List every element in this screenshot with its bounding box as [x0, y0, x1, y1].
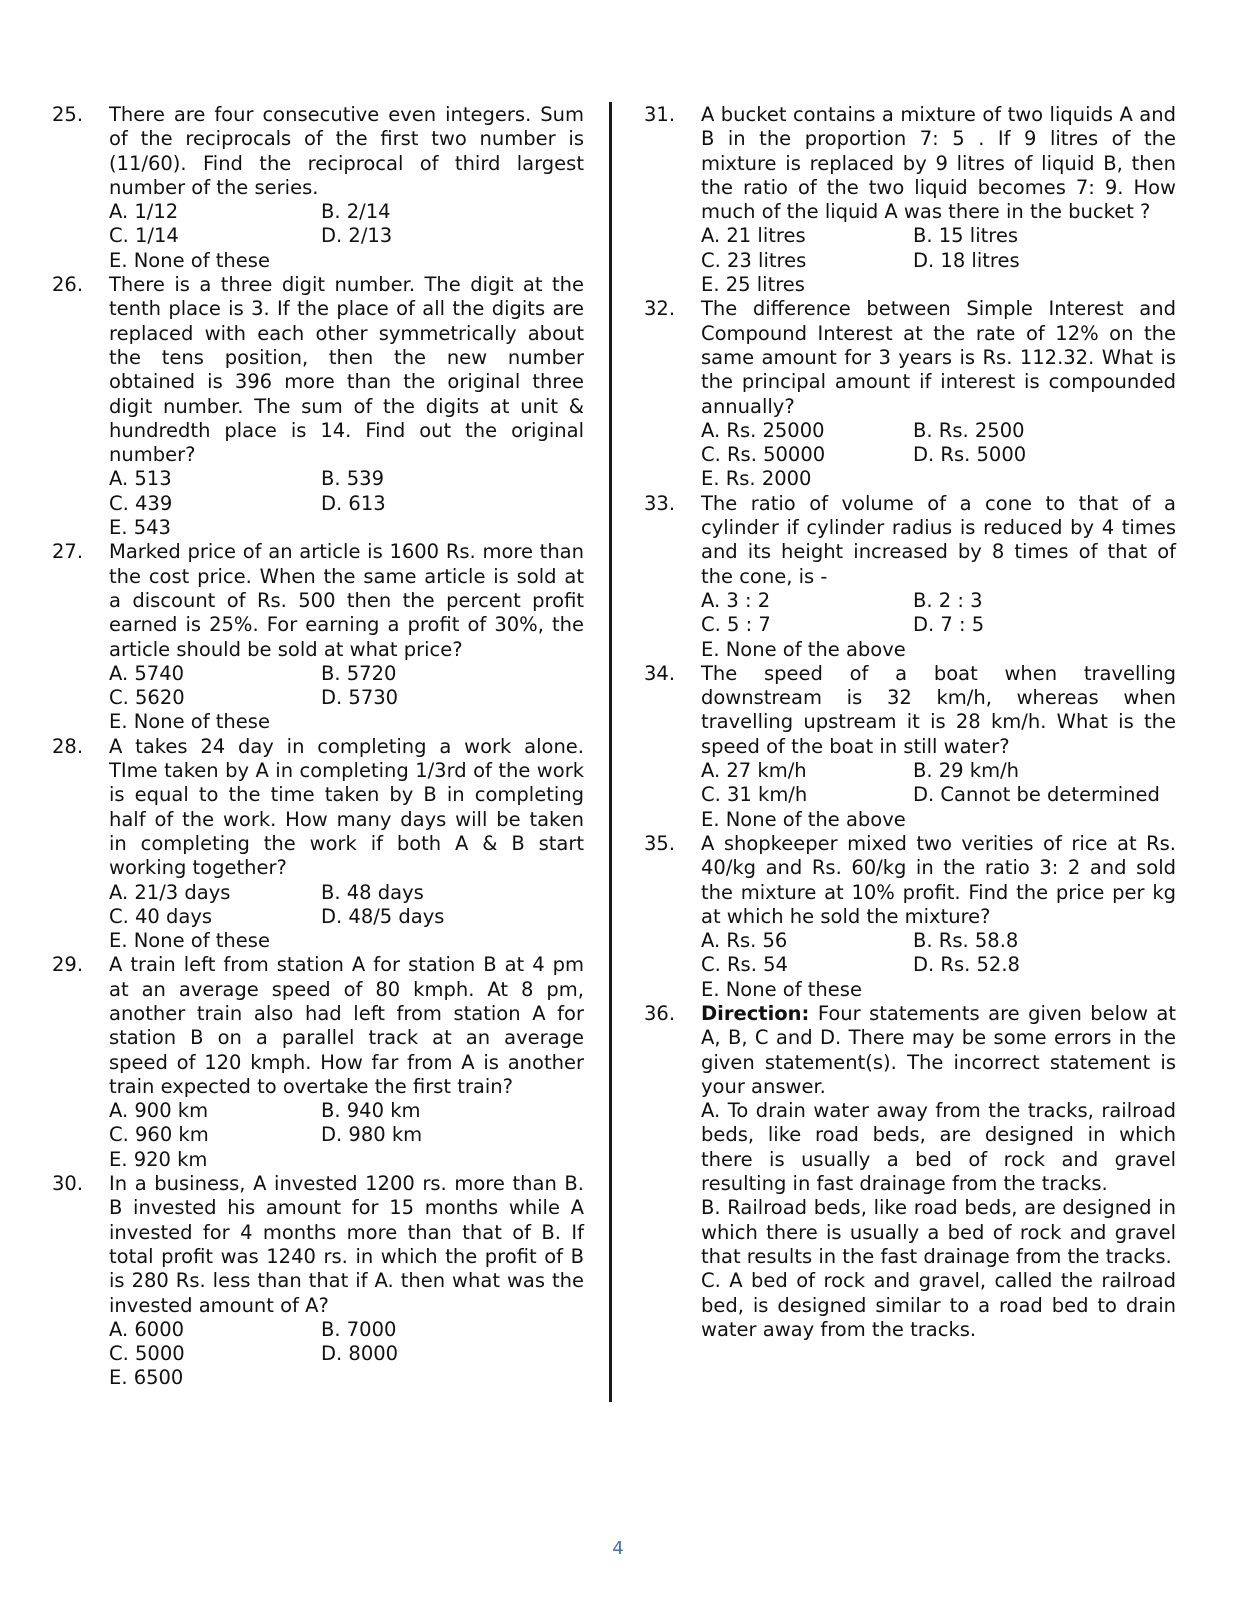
- page-number: 4: [612, 1538, 624, 1559]
- option-c: C. 23 litres: [701, 248, 807, 272]
- option-e: E. None of these: [109, 710, 270, 734]
- option-b: B. 7000: [321, 1317, 397, 1341]
- option-e: E. 6500: [109, 1366, 184, 1390]
- question-text: The ratio of volume of a cone to that of a cylinder if cylinder radius is reduced by 4 times and its height increased by 8 times of that of the cone, is -: [701, 491, 1176, 588]
- option-b: B. 48 days: [321, 880, 424, 904]
- option-b: B. 940 km: [321, 1099, 421, 1123]
- option-c: C. 5000: [109, 1342, 185, 1366]
- options: [109, 1099, 584, 1172]
- question-number: 30.: [52, 1172, 84, 1196]
- question-number: 25.: [52, 103, 84, 126]
- option-d: D. Rs. 52.8: [913, 953, 1020, 977]
- left-column: [52, 103, 584, 1391]
- option-d: D. 7 : 5: [913, 613, 985, 637]
- question-31: [644, 103, 1176, 297]
- question-number: 26.: [52, 273, 84, 297]
- option-d: D. 980 km: [321, 1123, 423, 1147]
- option-c: C. 1/14: [109, 224, 179, 248]
- direction-label: Direction:: [701, 1001, 810, 1025]
- options: [701, 929, 1176, 1002]
- option-a: A. 21 litres: [701, 224, 806, 248]
- option-d: D. Rs. 5000: [913, 443, 1027, 467]
- question-number: 28.: [52, 734, 84, 758]
- question-text: Marked price of an article is 1600 Rs. more than the cost price. When the same article is sold at a discount of Rs. 500 then the percent profit earned is 25%. For earning a profit of 30%, the article should be sold at what price?: [109, 540, 584, 661]
- question-text: A bucket contains a mixture of two liquids A and B in the proportion 7: 5 . If 9 litres of the mixture is replaced by 9 litres of liquid B, then the ratio of the two liquid becomes 7: 9. How much of the liquid A was there in the bucket ?: [701, 103, 1176, 224]
- option-c: C. 439: [109, 491, 173, 515]
- option-a: A. 27 km/h: [701, 759, 807, 783]
- question-text: A train left from station A for station B at 4 pm at an average speed of 80 kmph. At 8 pm, another train also had left from station A for station B on a parallel track at an average speed of 120 kmph. How far from A is another train expected to overtake the first train?: [109, 953, 584, 1098]
- question-text: A shopkeeper mixed two verities of rice at Rs. 40/kg and Rs. 60/kg in the ratio 3: 2 and sold the mixture at 10% profit. Find the price per kg at which he sold the mixture?: [701, 831, 1176, 928]
- option-a: A. 513: [109, 467, 172, 491]
- option-b: B. Rs. 2500: [913, 418, 1025, 442]
- option-c: C. 5 : 7: [701, 613, 771, 637]
- option-d: D. Cannot be determined: [913, 783, 1160, 807]
- option-e: E. Rs. 2000: [701, 467, 812, 491]
- option-e: E. 543: [109, 516, 171, 540]
- option-a: A. 3 : 2: [701, 588, 771, 612]
- options: [701, 419, 1176, 492]
- question-text: In a business, A invested 1200 rs. more than B. B invested his amount for 15 months while A invested for 4 months more than that of B. If total profit was 1240 rs. in which the profit of B is 280 Rs. less than that if A. then what was the invested amount of A?: [109, 1172, 584, 1317]
- direction-text: Four statements are given below at A, B, C and D. There may be some errors in the given statement(s). The incorrect statement is your answer.: [701, 1001, 1176, 1098]
- options: [109, 662, 584, 735]
- question-28: [52, 735, 584, 954]
- option-b: B. 2 : 3: [913, 588, 983, 612]
- option-e: E. 25 litres: [701, 273, 805, 297]
- option-c: C. Rs. 50000: [701, 443, 826, 467]
- option-d: D. 2/13: [321, 224, 393, 248]
- options: [109, 1318, 584, 1391]
- question-text: The difference between Simple Interest and Compound Interest at the rate of 12% on the same amount for 3 years is Rs. 112.32. What is the principal amount if interest is compounded annually?: [701, 297, 1176, 418]
- question-number: 36.: [644, 1001, 676, 1025]
- options: [109, 881, 584, 954]
- option-a: A. Rs. 56: [701, 929, 788, 953]
- question-text: There is a three digit number. The digit at the tenth place is 3. If the place of all the digits are replaced with each other symmetrically about the tens position, then the new number obtained is 396 more than the original three digit number. The sum of the digits at unit & hundredth place is 14. Find out the original number?: [109, 273, 584, 467]
- right-column: [644, 103, 1176, 1342]
- question-number: 29.: [52, 953, 84, 977]
- question-number: 27.: [52, 540, 84, 564]
- option-b: B. 5720: [321, 661, 397, 685]
- option-e: E. None of these: [109, 248, 270, 272]
- question-26: [52, 273, 584, 540]
- direction-paragraph: [701, 1002, 1176, 1099]
- option-a: A. 900 km: [109, 1099, 209, 1123]
- option-a: A. 21/3 days: [109, 880, 231, 904]
- option-e: E. None of these: [109, 929, 270, 953]
- question-text: There are four consecutive even integers. Sum of the reciprocals of the first two number is (11/60). Find the reciprocal of third largest number of the series.: [109, 103, 584, 199]
- option-b: B. 2/14: [321, 200, 391, 224]
- options: [109, 200, 584, 273]
- question-33: [644, 492, 1176, 662]
- column-divider: [609, 102, 612, 1402]
- option-c: C. 5620: [109, 686, 185, 710]
- question-number: 31.: [644, 103, 676, 126]
- option-d: D. 8000: [321, 1342, 399, 1366]
- option-d: D. 18 litres: [913, 248, 1020, 272]
- option-c: C. 31 km/h: [701, 783, 808, 807]
- option-a: A. 5740: [109, 661, 185, 685]
- option-a: A. 1/12: [109, 200, 179, 224]
- option-a: A. 6000: [109, 1317, 185, 1341]
- options: [701, 224, 1176, 297]
- question-25: [52, 103, 584, 273]
- option-a: A. Rs. 25000: [701, 418, 825, 442]
- question-number: 34.: [644, 661, 676, 685]
- option-e: E. 920 km: [109, 1147, 208, 1171]
- question-29: [52, 953, 584, 1172]
- option-b: B. 29 km/h: [913, 759, 1020, 783]
- option-d: D. 5730: [321, 686, 399, 710]
- options: [109, 467, 584, 540]
- question-27: [52, 540, 584, 734]
- options: [701, 589, 1176, 662]
- statement-b: B. Railroad beds, like road beds, are designed in which there is usually a bed of rock and gravel that results in the fast drainage from the tracks.: [701, 1196, 1176, 1268]
- option-e: E. None of the above: [701, 637, 906, 661]
- option-b: B. 539: [321, 467, 384, 491]
- option-e: E. None of these: [701, 977, 862, 1001]
- option-c: C. 40 days: [109, 904, 213, 928]
- question-number: 35.: [644, 831, 676, 855]
- option-d: D. 48/5 days: [321, 904, 445, 928]
- option-b: B. 15 litres: [913, 224, 1019, 248]
- options: [701, 759, 1176, 832]
- question-32: [644, 297, 1176, 491]
- question-35: [644, 832, 1176, 1002]
- statement-c: C. A bed of rock and gravel, called the railroad bed, is designed similar to a road bed to drain water away from the tracks.: [701, 1269, 1176, 1341]
- question-36: [644, 1002, 1176, 1342]
- question-text: The speed of a boat when travelling downstream is 32 km/h, whereas when travelling upstream it is 28 km/h. What is the speed of the boat in still water?: [701, 661, 1176, 758]
- question-34: [644, 662, 1176, 832]
- option-c: C. Rs. 54: [701, 953, 788, 977]
- option-b: B. Rs. 58.8: [913, 929, 1019, 953]
- statement-a: A. To drain water away from the tracks, railroad beds, like road beds, are designed in which there is usually a bed of rock and gravel resulting in fast drainage from the tracks.: [701, 1099, 1176, 1196]
- option-c: C. 960 km: [109, 1123, 209, 1147]
- question-30: [52, 1172, 584, 1391]
- option-e: E. None of the above: [701, 807, 906, 831]
- question-number: 33.: [644, 491, 676, 515]
- question-number: 32.: [644, 297, 676, 321]
- question-text: A takes 24 day in completing a work alone. TIme taken by A in completing 1/3rd of the work is equal to the time taken by B in completing half of the work. How many days will be taken in completing the work if both A & B start working together?: [109, 734, 584, 880]
- option-d: D. 613: [321, 491, 386, 515]
